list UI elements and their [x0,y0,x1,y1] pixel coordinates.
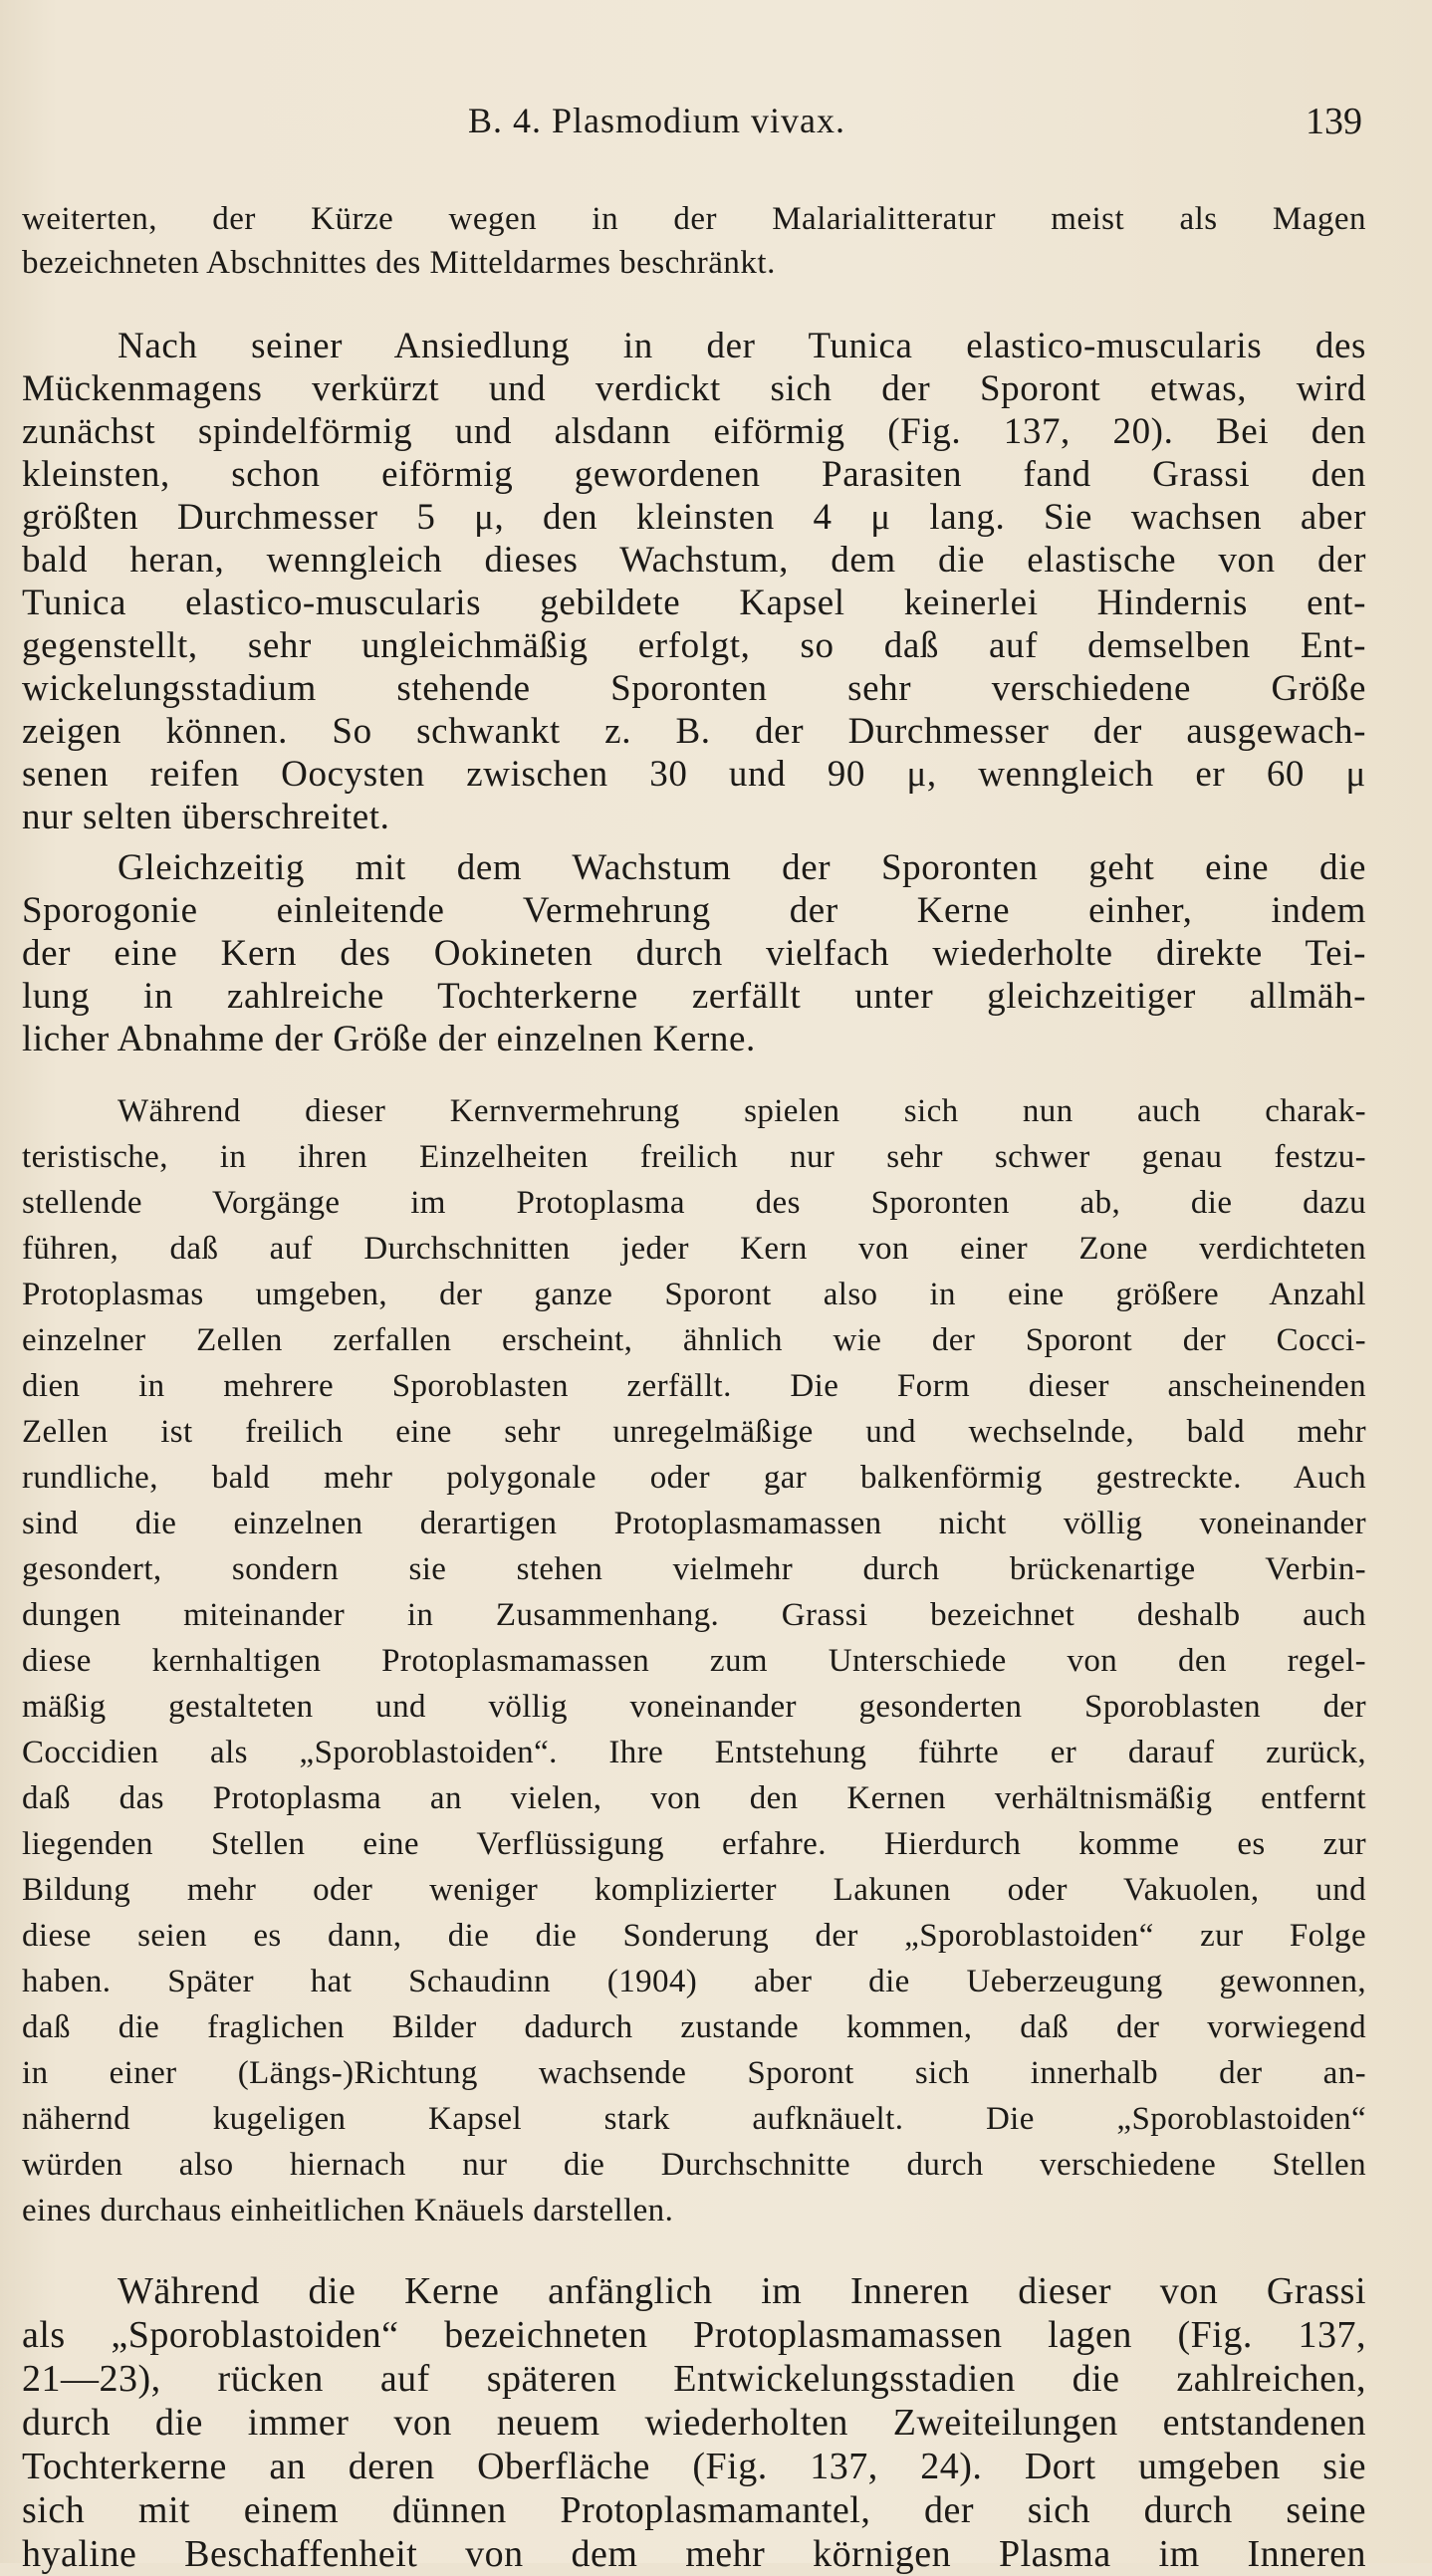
text-line: kleinsten, schon eiförmig gewordenen Parasiten fand Grassi den [22,454,1366,495]
body-text [22,197,1366,2576]
text-line: zeigen können. So schwankt z. B. der Durchmesser der ausgewach- [22,711,1366,752]
text-line: gegenstellt, sehr ungleichmäßig erfolgt, so daß auf demselben Ent- [22,625,1366,666]
text-line: eines durchaus einheitlichen Knäuels darstellen. [22,2193,674,2228]
paragraph-4 [22,1088,1366,2233]
text-line: dien in mehrere Sporoblasten zerfällt. Die Form dieser anscheinenden [22,1368,1366,1404]
text-line: dungen miteinander in Zusammenhang. Grassi bezeichnet deshalb auch [22,1597,1366,1633]
text-line: wickelungsstadium stehende Sporonten sehr verschiedene Größe [22,668,1366,709]
text-line: gesondert, sondern sie stehen vielmehr durch brückenartige Verbin- [22,1551,1366,1587]
text-line: als „Sporoblastoiden“ bezeichneten Protoplasmamassen lagen (Fig. 137, [22,2314,1366,2356]
page-number: 139 [1306,101,1362,142]
text-line: haben. Später hat Schaudinn (1904) aber die Ueberzeugung gewonnen, [22,1964,1366,1999]
text-line: senen reifen Oocysten zwischen 30 und 90 μ, wenngleich er 60 μ [22,754,1366,795]
text-line: Gleichzeitig mit dem Wachstum der Sporonten geht eine die [118,847,1366,888]
text-line: mäßig gestalteten und völlig voneinander gesonderten Sporoblasten der [22,1689,1366,1725]
text-line: größten Durchmesser 5 μ, den kleinsten 4 μ lang. Sie wachsen aber [22,497,1366,538]
paragraph-1 [22,197,1366,285]
text-line: rundliche, bald mehr polygonale oder gar balkenförmig gestreckte. Auch [22,1460,1366,1496]
paragraph-2 [22,325,1366,838]
text-line: in einer (Längs-)Richtung wachsende Sporont sich innerhalb der an- [22,2055,1366,2091]
text-line: stellende Vorgänge im Protoplasma des Sporonten ab, die dazu [22,1185,1366,1221]
text-line: nähernd kugeligen Kapsel stark aufknäuelt. Die „Sporoblastoiden“ [22,2101,1366,2137]
text-line: Während die Kerne anfänglich im Inneren dieser von Grassi [118,2270,1366,2312]
text-line: Mückenmagens verkürzt und verdickt sich der Sporont etwas, wird [22,368,1366,409]
text-line: liegenden Stellen eine Verflüssigung erfahre. Hierdurch komme es zur [22,1826,1366,1862]
text-line: durch die immer von neuem wiederholten Zweiteilungen entstandenen [22,2402,1366,2444]
text-line: weiterten, der Kürze wegen in der Malarialitteratur meist als Magen [22,201,1366,237]
text-line: Sporogonie einleitende Vermehrung der Kerne einher, indem [22,890,1366,931]
running-head: B. 4. Plasmodium vivax. [468,101,846,140]
page-header [0,100,1432,159]
text-line: daß das Protoplasma an vielen, von den Kernen verhältnismäßig entfernt [22,1780,1366,1816]
text-line: zunächst spindelförmig und alsdann eiförmig (Fig. 137, 20). Bei den [22,411,1366,452]
text-line: einzelner Zellen zerfallen erscheint, ähnlich wie der Sporont der Cocci- [22,1322,1366,1358]
text-line: 21—23), rücken auf späteren Entwickelungsstadien die zahlreichen, [22,2358,1366,2400]
text-line: sich mit einem dünnen Protoplasmamantel, der sich durch seine [22,2489,1366,2531]
text-line: Protoplasmas umgeben, der ganze Sporont also in eine größere Anzahl [22,1277,1366,1312]
text-line: bezeichneten Abschnittes des Mitteldarmes beschränkt. [22,245,776,281]
text-line: Bildung mehr oder weniger komplizierter Lakunen oder Vakuolen, und [22,1872,1366,1908]
text-line: diese seien es dann, die die Sonderung der „Sporoblastoiden“ zur Folge [22,1918,1366,1954]
paragraph-5 [22,2269,1366,2576]
paragraph-3 [22,846,1366,1060]
text-line: teristische, in ihren Einzelheiten freilich nur sehr schwer genau festzu- [22,1139,1366,1175]
text-line: Während dieser Kernvermehrung spielen sich nun auch charak- [118,1093,1366,1129]
text-line: der eine Kern des Ookineten durch vielfach wiederholte direkte Tei- [22,933,1366,974]
text-line: würden also hiernach nur die Durchschnitte durch verschiedene Stellen [22,2147,1366,2183]
text-line: sind die einzelnen derartigen Protoplasmamassen nicht völlig voneinander [22,1506,1366,1541]
text-line: Nach seiner Ansiedlung in der Tunica elastico-muscularis des [118,326,1366,366]
text-line: licher Abnahme der Größe der einzelnen Kerne. [22,1019,756,1059]
text-line: Tochterkerne an deren Oberfläche (Fig. 137, 24). Dort umgeben sie [22,2446,1366,2487]
text-line: nur selten überschreitet. [22,797,390,837]
text-line: Zellen ist freilich eine sehr unregelmäßige und wechselnde, bald mehr [22,1414,1366,1450]
text-line: Tunica elastico-muscularis gebildete Kapsel keinerlei Hindernis ent- [22,583,1366,623]
text-line: lung in zahlreiche Tochterkerne zerfällt unter gleichzeitiger allmäh- [22,976,1366,1017]
text-line: bald heran, wenngleich dieses Wachstum, dem die elastische von der [22,540,1366,581]
text-line: daß die fraglichen Bilder dadurch zustande kommen, daß der vorwiegend [22,2009,1366,2045]
text-line: Coccidien als „Sporoblastoiden“. Ihre Entstehung führte er darauf zurück, [22,1735,1366,1770]
text-line: führen, daß auf Durchschnitten jeder Kern von einer Zone verdichteten [22,1231,1366,1267]
text-line: diese kernhaltigen Protoplasmamassen zum Unterschiede von den regel- [22,1643,1366,1679]
text-line: hyaline Beschaffenheit von dem mehr körnigen Plasma im Inneren [22,2533,1366,2575]
